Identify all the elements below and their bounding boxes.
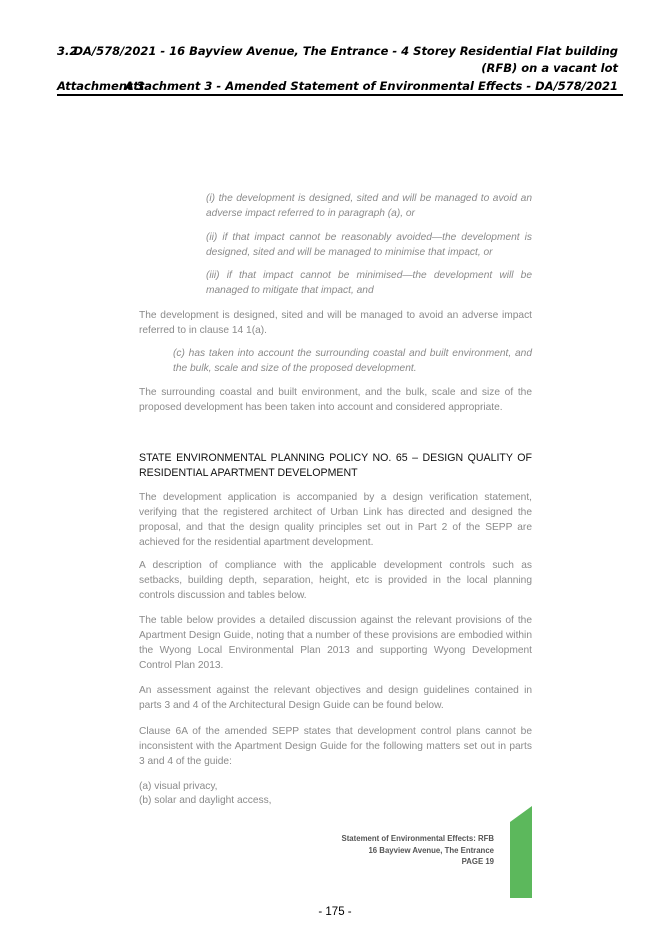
item-number: 3.2 [57, 44, 78, 58]
paragraph-compliance: A description of compliance with the applicable development controls such as setbacks, building depth, separation, height, etc is provided in the local planning controls discussion and tables below. [139, 560, 532, 601]
paragraph-designed: The development is designed, sited and will be managed to avoid an adverse impact referred to in clause 14 1(a). [139, 310, 532, 336]
sub-clause-iii: (iii) if that impact cannot be minimised—the development will be managed to mitigate that impact, and [206, 270, 532, 296]
green-accent-bar [510, 806, 532, 898]
paragraph-clause-6a: Clause 6A of the amended SEPP states that development control plans cannot be inconsistent with the Apartment Design Guide for the following matters set out in parts 3 and 4 of the guide: [139, 726, 532, 767]
sub-clause-i: (i) the development is designed, sited and will be managed to avoid an adverse impact referred to in paragraph (a), or [206, 193, 532, 219]
sub-clause-ii: (ii) if that impact cannot be reasonably avoided—the development is designed, sited and will be managed to minimise that impact, or [206, 232, 532, 258]
paragraph-verification: The development application is accompanied by a design verification statement, verifying that the registered architect of Urban Link has directed and designed the proposal, and that the design quality principles set out in Part 2 of the SEPP are achieved for the residential apartment development. [139, 492, 532, 548]
sub-clause-c: (c) has taken into account the surrounding coastal and built environment, and the bulk, scale and size of the proposed development. [173, 348, 532, 374]
attachment-title: Attachment 3 - Amended Statement of Environmental Effects - DA/578/2021 [124, 79, 618, 93]
section-heading: STATE ENVIRONMENTAL PLANNING POLICY NO. 65 – DESIGN QUALITY OF RESIDENTIAL APARTMENT DEVELOPMENT [139, 452, 532, 479]
page-number: - 175 - [318, 906, 352, 918]
paragraph-table: The table below provides a detailed discussion against the relevant provisions of the Apartment Design Guide, noting that a number of these provisions are embodied within the Wyong Local Environmental Plan 2013 and supporting Wyong Development Control Plan 2013. [139, 615, 532, 671]
footer-document-info [342, 833, 495, 868]
footer-doc-title: Statement of Environmental Effects: RFB [341, 834, 494, 843]
paragraph-assessment: An assessment against the relevant objectives and design guidelines contained in parts 3 and 4 of the Architectural Design Guide can be found below. [139, 685, 532, 711]
footer-address: 16 Bayview Avenue, The Entrance [368, 845, 494, 855]
footer-page-label: PAGE 19 [461, 857, 494, 866]
report-title-line-2: (RFB) on a vacant lot [481, 61, 618, 75]
header-divider [57, 94, 623, 96]
list-item-a: (a) visual privacy, [139, 781, 218, 792]
report-title-line-1: DA/578/2021 - 16 Bayview Avenue, The Entrance - 4 Storey Residential Flat building [73, 44, 618, 58]
paragraph-surrounding: The surrounding coastal and built environment, and the bulk, scale and size of the proposed development has been taken into account and considered appropriate. [139, 387, 532, 413]
list-item-b: (b) solar and daylight access, [139, 795, 272, 806]
attachment-label: Attachment 3 [57, 79, 145, 93]
